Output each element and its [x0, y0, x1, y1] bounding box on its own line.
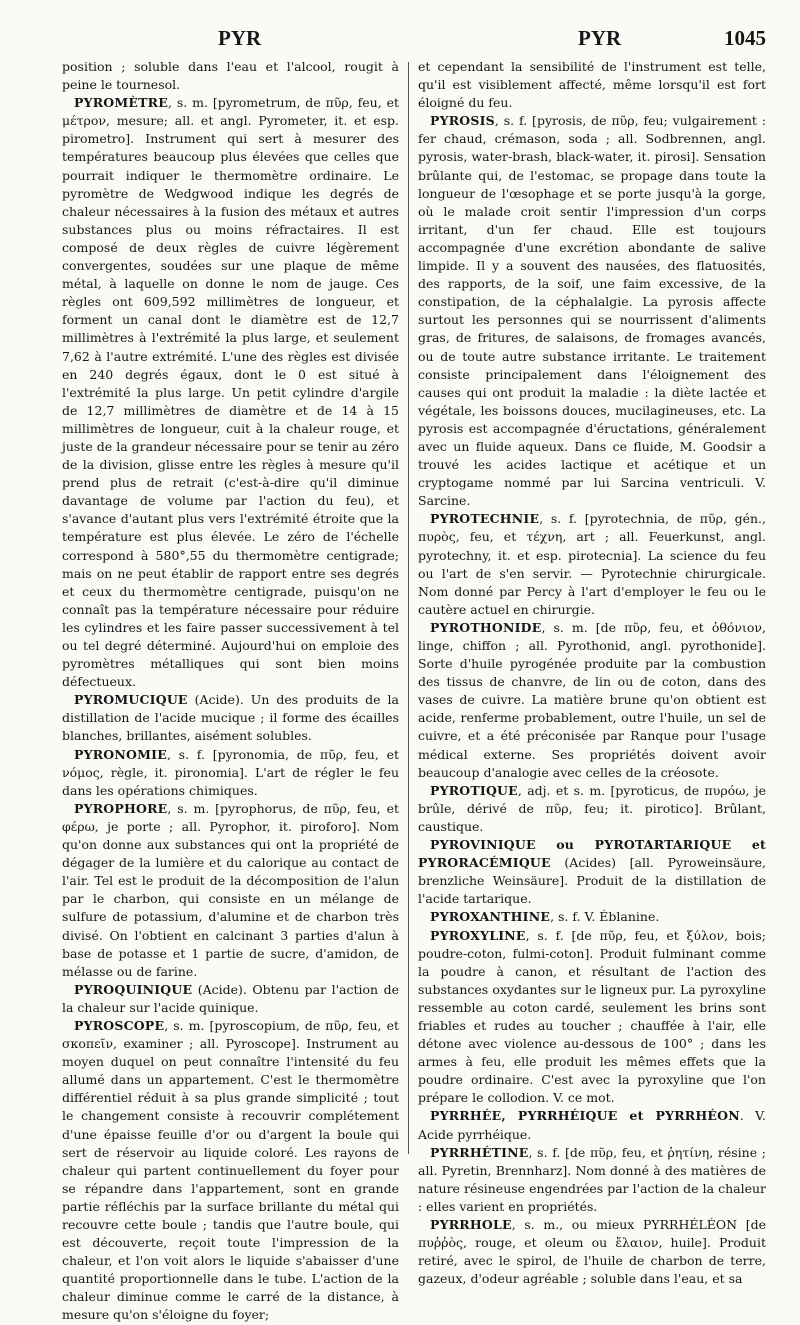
dictionary-entry [62, 1017, 399, 1325]
dictionary-entry [62, 58, 399, 94]
page-number: 1045 [724, 26, 766, 50]
dictionary-entry [418, 836, 766, 908]
dictionary-entry [418, 908, 766, 926]
dictionary-entry [418, 112, 766, 510]
entry-headword: PYROMUCIQUE [74, 692, 188, 708]
dictionary-entry [62, 746, 399, 800]
entry-headword: PYRRHOLE [430, 1217, 512, 1232]
dictionary-entry [418, 1107, 766, 1143]
entry-text: , adj. et s. m. [pyroticus, de πυρόω, je brûle, dérivé de πῦρ, feu; it. pirotico]. Brûlant, caustique. [418, 782, 766, 834]
dictionary-entry [418, 1144, 766, 1216]
entry-headword: PYROSCOPE [74, 1017, 165, 1033]
entry-text: position ; soluble dans l'eau et l'alcool, rougit à peine le tournesol. [62, 59, 399, 93]
entry-text: , s. m., ou mieux PYRRHÉLÉON [de πυῤῥὸς, rouge, et oleum ou ἔλαιον, huile]. Produit retiré, avec le spirol, de l'huile de charbon de terre, gazeux, d'odeur agréable ; soluble dans l'eau, et sa [418, 1217, 766, 1287]
entry-headword: PYROVINIQUE ou PYROTARTARIQUE et PYRORACÉMIQUE [418, 837, 766, 871]
entry-text: , s. m. [de πῦρ, feu, et ὀθόνιον, linge, chiffon ; all. Pyrothonid, angl. pyrothonide]. Sorte d'huile pyrogénée produite par la combustion des tissus de chanvre, de lin ou de coton, dans des vases de cuivre. La matière brune qu'on obtient est acide, renferme probablement, outre l'huile, un sel de cuivre, et a été préconisée par Ranque pour l'usage médical externe. Ses propriétés doivent avoir beaucoup d'analogie avec celles de la créosote. [418, 619, 766, 780]
running-head-right: PYR [578, 26, 622, 50]
entry-text: , s. f. [pyrotechnia, de πῦρ, gén., πυρὸς, feu, et τέχνη, art ; all. Feuerkunst, angl. pyrotechny, it. et esp. pirotecnia]. La science du feu ou l'art de s'en servir. — Pyrotechnie chirurgicale. Nom donné par Percy à l'art d'employer le feu ou le cautère actuel en chirurgie. [418, 511, 766, 617]
dictionary-entry [418, 1216, 766, 1288]
entry-text: (Acides) [all. Pyroweinsäure, brenzliche Weinsäure]. Produit de la distillation de l'acide tartarique. [418, 855, 766, 907]
entry-headword: PYROXYLINE [430, 927, 526, 943]
entry-text: , s. f. [de πῦρ, feu, et ῥητίνη, résine ; all. Pyretin, Brennharz]. Nom donné à des matières de nature résineuse engendrées par l'action de la chaleur : elles varient en propriétés. [418, 1144, 766, 1214]
entry-headword: PYROPHORE [74, 800, 168, 816]
entry-text: , s. f. [de πῦρ, feu, et ξύλον, bois; poudre-coton, fulmi-coton]. Produit fulminant comme la poudre à canon, et résultant de l'action des substances oxydantes sur le ligneux pur. La pyroxyline ressemble au coton cardé, seulement les brins sont friables et rudes au toucher ; chauffée à l'air, elle détone avec violence au-dessous de 100° ; dans les armes à feu, elle produit les mêmes effets que la poudre ordinaire. C'est avec la pyroxyline que l'on prépare le collodion. V. ce mot. [418, 927, 766, 1106]
entry-text: . V. Acide pyrrhéique. [418, 1108, 767, 1142]
entry-headword: PYROTHONIDE [430, 619, 542, 635]
dictionary-entry [62, 94, 399, 691]
right-column [418, 58, 767, 1287]
entry-headword: PYROMÈTRE [74, 95, 168, 111]
entry-headword: PYROQUINIQUE [74, 981, 193, 997]
dictionary-entry [418, 927, 766, 1108]
entry-text: (Acide). Obtenu par l'action de la chaleur sur l'acide quinique. [62, 981, 399, 1015]
entry-headword: PYROTECHNIE [430, 511, 540, 527]
entry-text: , s. m. [pyrophorus, de πῦρ, feu, et φέρω, je porte ; all. Pyrophor, it. piroforo]. Nom qu'on donne aux substances qui ont la propriété de dégager de la lumière et du calorique au contact de l'air. Tel est le produit de la décomposition de l'alun par le charbon, qui consiste en un mélange de sulfure de potassium, d'alumine et de charbon très divisé. On l'obtient en calcinant 3 parties d'alun à base de potasse et 1 partie de sucre, d'amidon, de mélasse ou de farine. [62, 800, 399, 979]
entry-headword: PYROXANTHINE [430, 909, 551, 925]
entry-text: , s. f. [pyrosis, de πῦρ, feu; vulgairement : fer chaud, crémason, soda ; all. Sodbrennen, angl. pyrosis, water-brash, black-water, it. pirosi]. Sensation brûlante qui, de l'estomac, se propage dans toute la longueur de l'œsophage et se porte jusqu'à la gorge, où le malade croit sentir l'impression d'un corps irritant, d'un fer chaud. Elle est toujours accompagnée d'une excrétion abondante de salive limpide. Il y a souvent des nausées, des flatuosités, des rapports, de la soif, une faim excessive, de la constipation, de la céphalalgie. La pyrosis affecte surtout les personnes qui se nourrissent d'aliments gras, de fritures, de salaisons, de fromages avancés, ou de toute autre substance irritante. Le traitement consiste principalement dans l'éloignement des causes qui ont produit la maladie : la diète lactée et végétale, les boissons douces, mucilagineuses, etc. La pyrosis est accompagnée d'éructations, généralement avec un fluide aqueux. Dans ce fluide, M. Goodsir a trouvé les acides lactique et acétique et un cryptogame nommé par lui Sarcina ventriculi. V. Sarcine. [418, 113, 766, 509]
dictionary-entry [418, 619, 766, 782]
dictionary-entry [418, 782, 766, 836]
entry-headword: PYRRHÉE, PYRRHÉIQUE et PYRRHÉON [430, 1108, 740, 1124]
dictionary-entry [418, 58, 766, 112]
dictionary-entry [62, 981, 399, 1017]
column-divider [408, 62, 409, 1154]
entry-headword: PYRONOMIE [74, 746, 167, 762]
entry-headword: PYROSIS [430, 113, 495, 129]
entry-text: , s. m. [pyroscopium, de πῦρ, feu, et σκοπεῖν, examiner ; all. Pyroscope]. Instrument au moyen duquel on peut connaître l'intensité du feu allumé dans un appartement. C'est le thermomètre différentiel réduit à sa plus grande simplicité ; tout le changement consiste à recouvrir complétement d'une épaisse feuille d'or ou d'argent la boule qui sert de réservoir au liquide coloré. Les rayons de chaleur qui partent continuellement du foyer pour se répandre dans l'appartement, sont en grande partie réfléchis par la surface brillante du métal qui recouvre cette boule ; tandis que l'autre boule, qui est découverte, reçoit toute l'impression de la chaleur, et l'on voit alors le liquide s'abaisser d'une quantité proportionnelle dans le tube. L'action de la chaleur diminue comme le carré de la distance, à mesure qu'on s'éloigne du foyer; [62, 1017, 399, 1323]
entry-text: , s. m. [pyrometrum, de πῦρ, feu, et μέτρον, mesure; all. et angl. Pyrometer, it. et esp. pirometro]. Instrument qui sert à mesurer des températures beaucoup plus élevées que celles que pourrait indiquer le thermomètre ordinaire. Le pyromètre de Wedgwood indique les degrés de chaleur nécessaires à la fusion des métaux et autres substances plus ou moins réfractaires. Il est composé de deux règles de cuivre légèrement convergentes, soudées sur une plaque de même métal, à laquelle on donne le nom de jauge. Ces règles ont 609,592 millimètres de longueur, et forment un canal dont le diamètre est de 12,7 millimètres à l'extrémité la plus large, et seulement 7,62 à l'autre extrémité. L'une des règles est divisée en 240 degrés égaux, dont le 0 est situé à l'extrémité la plus large. Un petit cylindre d'argile de 12,7 millimètres de diamètre et de 14 à 15 millimètres de longueur, cuit à la chaleur rouge, et juste de la grandeur nécessaire pour se tenir au zéro de la division, glisse entre les règles à mesure qu'il prend plus de retrait (c'est-à-dire qu'il diminue davantage de volume par l'action du feu), et s'avance d'autant plus vers l'extrémité étroite que la température est plus élevée. Le zéro de l'échelle correspond à 580°,55 du thermomètre centigrade; mais on ne peut établir de rapport entre ses degrés et ceux du thermomètre centigrade, puisqu'on ne connaît pas la température nécessaire pour réduire les cylindres et les faire passer successivement à tel ou tel degré déterminé. Aujourd'hui on emploie des pyromètres métalliques qui sont bien moins défectueux. [62, 95, 399, 690]
entry-text: , s. f. [pyronomia, de πῦρ, feu, et νόμος, règle, it. pironomia]. L'art de régler le feu dans les opérations chimiques. [62, 746, 399, 798]
entry-text: (Acide). Un des produits de la distillation de l'acide mucique ; il forme des écailles blanches, brillantes, aisément solubles. [62, 692, 399, 744]
dictionary-entry [62, 800, 399, 981]
entry-text: et cependant la sensibilité de l'instrument est telle, qu'il est visiblement affecté, même lorsqu'il est fort éloigné du feu. [418, 59, 766, 111]
dictionary-entry [418, 510, 766, 619]
entry-text: , s. f. V. Éblanine. [550, 909, 660, 925]
running-head-left: PYR [218, 26, 262, 50]
entry-headword: PYRRHÉTINE [430, 1144, 529, 1160]
entry-headword: PYROTIQUE [430, 782, 518, 798]
left-column [62, 58, 399, 1323]
running-head [0, 26, 800, 60]
dictionary-entry [62, 691, 399, 745]
